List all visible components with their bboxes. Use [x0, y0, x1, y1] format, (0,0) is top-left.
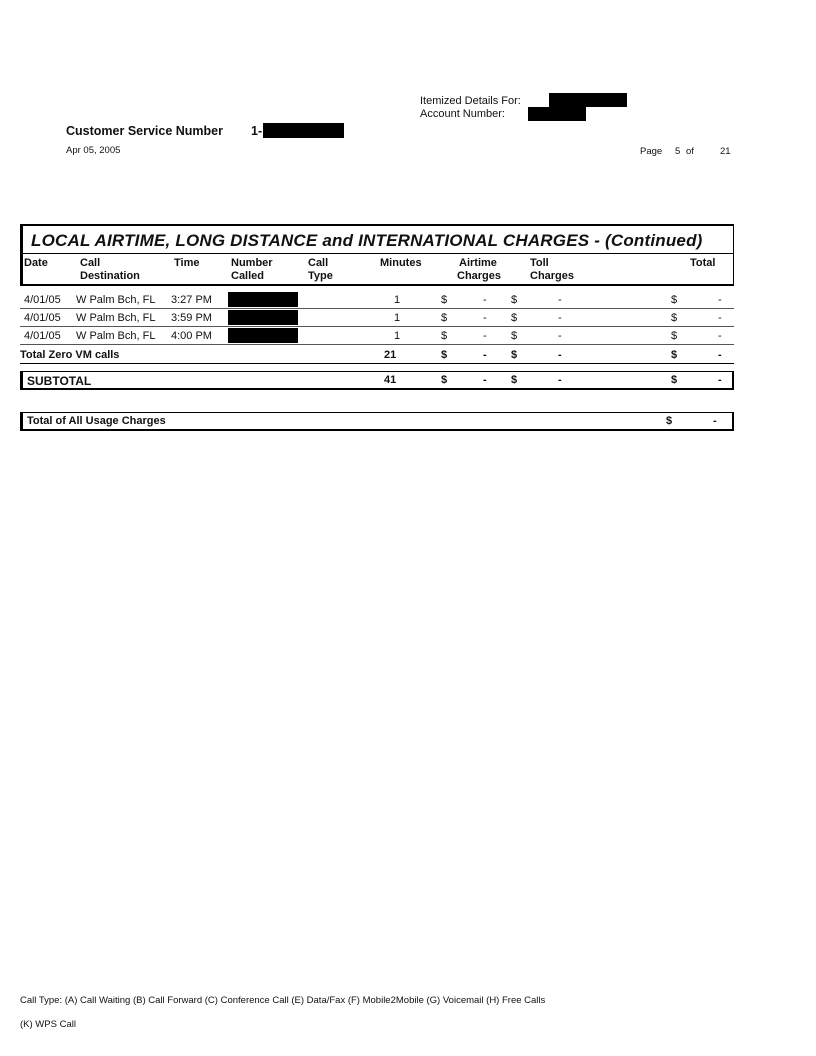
total-zero-vm-row	[20, 346, 734, 364]
col-call: Call	[80, 257, 101, 269]
row-destination: W Palm Bch, FL	[76, 294, 156, 306]
subtotal-toll-dollar: $	[511, 374, 518, 386]
subtotal-airtime-dollar: $	[441, 374, 448, 386]
usage-total-value: -	[713, 415, 717, 427]
table-row	[20, 327, 734, 345]
col-toll: Toll	[530, 257, 549, 269]
customer-service-number-prefix: 1-	[251, 124, 263, 138]
col-airtime-charges: Charges	[457, 270, 502, 282]
statement-date: Apr 05, 2005	[66, 145, 121, 156]
col-time: Time	[174, 257, 200, 269]
row-airtime: -	[483, 312, 487, 324]
col-minutes: Minutes	[380, 257, 422, 269]
row-time: 3:59 PM	[171, 312, 212, 324]
subtotal-total: -	[718, 374, 722, 386]
row-total: -	[718, 312, 722, 324]
redacted-number-called	[228, 292, 298, 307]
total-zero-vm-total: -	[718, 349, 722, 361]
page-total: 21	[720, 146, 731, 157]
redacted-number-called	[228, 310, 298, 325]
row-destination: W Palm Bch, FL	[76, 330, 156, 342]
row-airtime-dollar: $	[441, 330, 448, 342]
table-row	[20, 291, 734, 309]
col-destination: Destination	[80, 270, 140, 282]
row-airtime-dollar: $	[441, 294, 448, 306]
total-zero-vm-airtime-dollar: $	[441, 349, 448, 361]
col-called: Called	[231, 270, 265, 282]
subtotal-airtime: -	[483, 374, 487, 386]
page-of-label: of	[686, 146, 694, 157]
row-total-dollar: $	[671, 312, 678, 324]
row-date: 4/01/05	[24, 330, 61, 342]
usage-total-dollar: $	[666, 415, 673, 427]
subtotal-row	[20, 371, 734, 390]
row-minutes: 1	[394, 312, 401, 324]
table-row	[20, 309, 734, 327]
section-title: LOCAL AIRTIME, LONG DISTANCE and INTERNATIONAL CHARGES - (Continued)	[31, 231, 703, 250]
subtotal-toll: -	[558, 374, 562, 386]
total-zero-vm-toll: -	[558, 349, 562, 361]
row-toll: -	[558, 312, 562, 324]
total-zero-vm-total-dollar: $	[671, 349, 678, 361]
row-airtime-dollar: $	[441, 312, 448, 324]
row-time: 3:27 PM	[171, 294, 212, 306]
total-zero-vm-label: Total Zero VM calls	[20, 349, 120, 361]
row-airtime: -	[483, 330, 487, 342]
column-header-row	[20, 254, 734, 286]
page-label: Page	[640, 146, 663, 157]
col-total: Total	[690, 257, 716, 269]
section-title-box	[20, 224, 734, 254]
usage-total-label: Total of All Usage Charges	[27, 415, 166, 427]
row-toll: -	[558, 330, 562, 342]
row-time: 4:00 PM	[171, 330, 212, 342]
subtotal-total-dollar: $	[671, 374, 678, 386]
col-number: Number	[231, 257, 273, 269]
col-airtime: Airtime	[459, 257, 497, 269]
account-number-label: Account Number:	[420, 108, 505, 120]
col-date: Date	[24, 257, 48, 269]
total-zero-vm-toll-dollar: $	[511, 349, 518, 361]
customer-service-number-label: Customer Service Number	[66, 124, 224, 138]
col-toll-charges: Charges	[530, 270, 575, 282]
row-toll: -	[558, 294, 562, 306]
redacted-number-called	[228, 328, 298, 343]
call-type-legend: Call Type: (A) Call Waiting (B) Call Forward (C) Conference Call (E) Data/Fax (F) Mobile2Mobile (G) Voicemail (H) Free Calls	[20, 995, 546, 1006]
col-call-type-1: Call	[308, 257, 329, 269]
call-type-legend-2: (K) WPS Call	[20, 1019, 76, 1030]
row-date: 4/01/05	[24, 294, 61, 306]
subtotal-label: SUBTOTAL	[27, 374, 92, 388]
row-total: -	[718, 330, 722, 342]
row-total-dollar: $	[671, 294, 678, 306]
page-number: 5	[675, 146, 681, 157]
row-total: -	[718, 294, 722, 306]
row-minutes: 1	[394, 330, 401, 342]
redacted-name	[549, 93, 627, 107]
usage-total-row	[20, 412, 734, 431]
itemized-details-label: Itemized Details For:	[420, 95, 521, 107]
row-toll-dollar: $	[511, 330, 518, 342]
row-destination: W Palm Bch, FL	[76, 312, 156, 324]
total-zero-vm-minutes: 21	[384, 349, 397, 361]
redacted-service-number	[263, 123, 344, 138]
row-toll-dollar: $	[511, 294, 518, 306]
row-toll-dollar: $	[511, 312, 518, 324]
row-airtime: -	[483, 294, 487, 306]
row-date: 4/01/05	[24, 312, 61, 324]
subtotal-minutes: 41	[384, 374, 397, 386]
total-zero-vm-airtime: -	[483, 349, 487, 361]
col-call-type-2: Type	[308, 270, 333, 282]
row-total-dollar: $	[671, 330, 678, 342]
row-minutes: 1	[394, 294, 401, 306]
redacted-account-number	[528, 107, 586, 121]
